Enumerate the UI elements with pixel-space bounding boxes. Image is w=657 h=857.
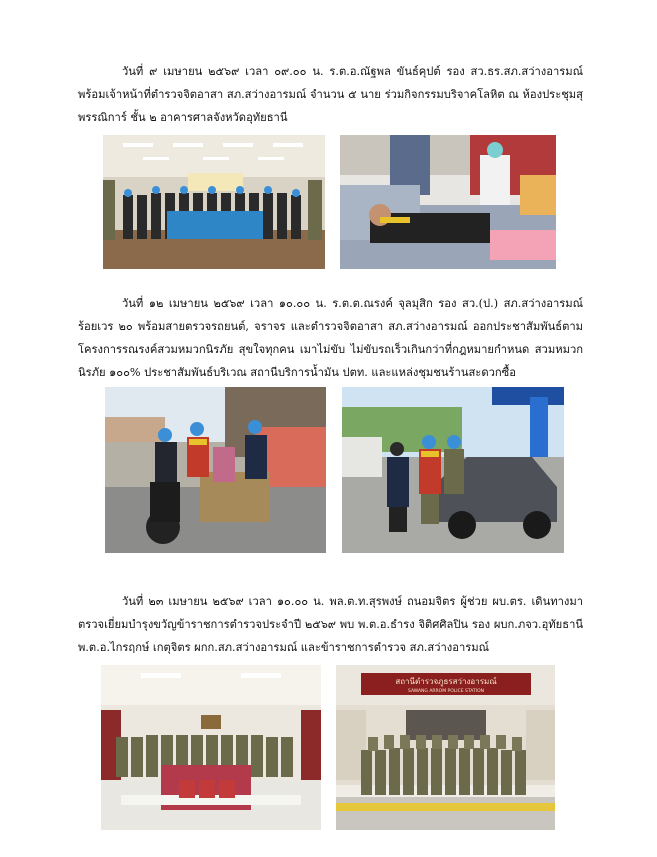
station-sign-text: สถานีตำรวจภูธรสว่างอารมณ์ [395, 677, 497, 686]
photo-police-station-group [336, 665, 555, 830]
paragraph-2 [78, 292, 583, 384]
paragraph-3-text: วันที่ ๒๓ เมษายน ๒๕๖๙ เวลา ๑๐.๐๐ น. พล.ต.ท.สุรพงษ์ ถนอมจิตร ผู้ช่วย ผบ.ตร. เดินทางมาตรวจเยี่ยมบำรุงขวัญข้าราชการตำรวจประจำปี ๒๕๖๙ พบ พ.ต.อ.ธำรง จิติศศิลปิน รอง ผบก.ภจว.อุทัยธานี พ.ต.อ.ไกรฤกษ์ เกตุจิตร ผกก.สภ.สว่างอารมณ์ และข้าราชการตำรวจ สภ.สว่างอารมณ์ [78, 595, 584, 654]
paragraph-3 [78, 590, 583, 659]
paragraph-1 [78, 60, 583, 129]
photo-conference-room [101, 665, 321, 830]
station-sign-subtext: SAWANG ARROM POLICE STATION [408, 689, 484, 694]
paragraph-2-text: วันที่ ๑๒ เมษายน ๒๕๖๙ เวลา ๑๐.๐๐ น. ร.ต.ต.ณรงค์ จุลมุสิก รอง สว.(ป.) สภ.สว่างอารมณ์ ร้อยเวร ๒๐ พร้อมสายตรวจรถยนต์, จราจร และตำรวจจิตอาสา สภ.สว่างอารมณ์ ออกประชาสัมพันธ์ตามโครงการรณรงค์สวมหมวกนิรภัย สุขใจทุกคน เมาไม่ขับ ไม่ขับรถเร็วเกินกว่าที่กฎหมายกำหนด สวมหมวกนิรภัย ๑๐๐% ประชาสัมพันธ์บริเวณ สถานีบริการน้ำมัน ปตท. และแหล่งชุมชนร้านสะดวกซื้อ [78, 297, 583, 379]
photo-gas-station-car [342, 387, 564, 553]
paragraph-1-text: วันที่ ๙ เมษายน ๒๕๖๙ เวลา ๐๙.๐๐ น. ร.ต.อ.ณัฐพล ขันธ์คุปต์ รอง สว.ธร.สภ.สว่างอารมณ์ พร้อมเจ้าหน้าที่ตำรวจจิตอาสา สภ.สว่างอารมณ์ จำนวน ๕ นาย ร่วมกิจกรรมบริจาคโลหิต ณ ห้องประชุมสุพรรณิการ์ ชั้น ๒ อาคารศาลจังหวัดอุทัยธานี [78, 65, 583, 124]
photo-group-meeting-room [103, 135, 325, 269]
photo-blood-donation [340, 135, 556, 269]
photo-roadside-motorcycle [105, 387, 326, 553]
